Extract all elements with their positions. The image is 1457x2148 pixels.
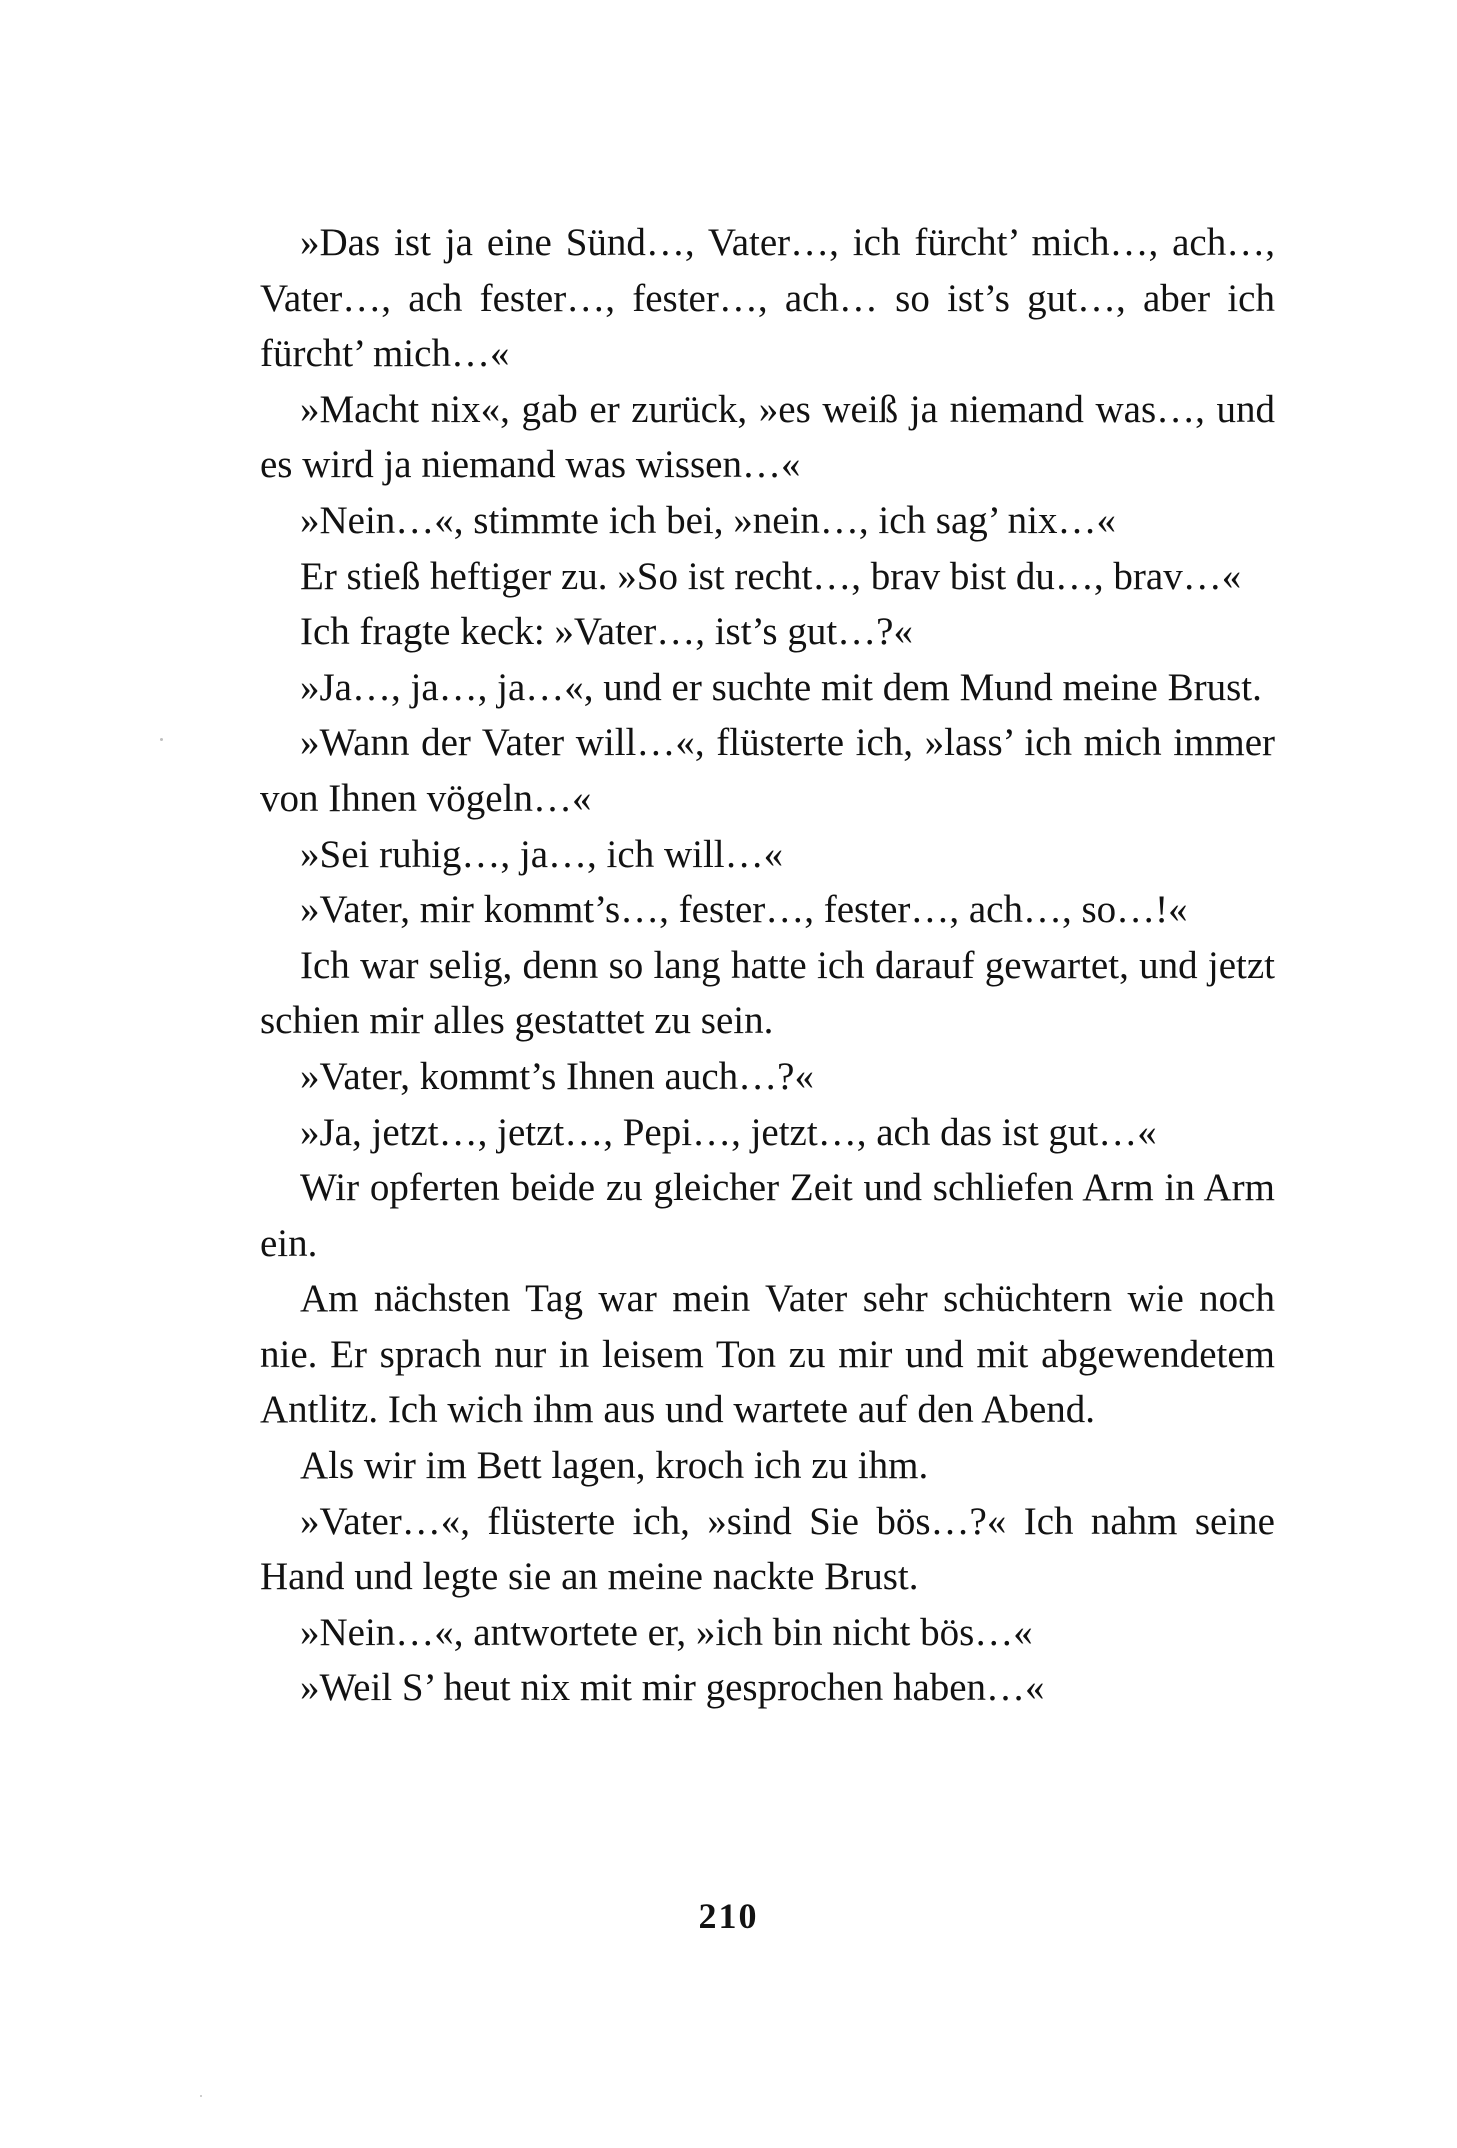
paragraph: »Wann der Vater will…«, flüsterte ich, »lass’ ich mich immer von Ihnen vögeln…« <box>260 721 1275 820</box>
paragraph: »Macht nix«, gab er zurück, »es weiß ja niemand was…, und es wird ja niemand was wissen…« <box>260 387 1275 487</box>
paragraph: »Nein…«, stimmte ich bei, »nein…, ich sag’ nix…« <box>300 498 1116 542</box>
body-text <box>260 215 1275 1716</box>
paragraph: »Das ist ja eine Sünd…, Vater…, ich fürcht’ mich…, ach…, Vater…, ach fester…, fester…, ach… so ist’s gut…, aber ich fürcht’ mich…« <box>260 221 1275 376</box>
scan-speck <box>160 738 163 741</box>
paragraph: Ich war selig, denn so lang hatte ich darauf gewartet, und jetzt schien mir alles gestattet zu sein. <box>260 943 1275 1043</box>
paragraph: »Vater…«, flüsterte ich, »sind Sie bös…?« Ich nahm seine Hand und legte sie an meine nackte Brust. <box>260 1499 1275 1599</box>
paragraph: »Sei ruhig…, ja…, ich will…« <box>300 832 784 876</box>
paragraph: Wir opferten beide zu gleicher Zeit und schliefen Arm in Arm ein. <box>260 1166 1275 1265</box>
paragraph: »Vater, kommt’s Ihnen auch…?« <box>300 1054 814 1098</box>
scan-speck <box>200 2095 202 2097</box>
paragraph: »Vater, mir kommt’s…, fester…, fester…, ach…, so…!« <box>300 888 1188 932</box>
paragraph: Am nächsten Tag war mein Vater sehr schüchtern wie noch nie. Er sprach nur in leisem Ton zu mir und mit abgewendetem Antlitz. Ich wich ihm aus und wartete auf den Abend. <box>260 1277 1275 1432</box>
paragraph: »Ja, jetzt…, jetzt…, Pepi…, jetzt…, ach das ist gut…« <box>300 1110 1157 1154</box>
paragraph: »Nein…«, antwortete er, »ich bin nicht bös…« <box>300 1610 1033 1654</box>
paragraph: »Weil S’ heut nix mit mir gesprochen haben…« <box>300 1666 1045 1710</box>
paragraph: Ich fragte keck: »Vater…, ist’s gut…?« <box>300 610 913 654</box>
paragraph: »Ja…, ja…, ja…«, und er suchte mit dem Mund meine Brust. <box>300 665 1262 709</box>
paragraph: Er stieß heftiger zu. »So ist recht…, brav bist du…, brav…« <box>300 554 1242 598</box>
paragraph: Als wir im Bett lagen, kroch ich zu ihm. <box>300 1444 929 1488</box>
page-number: 210 <box>698 1896 759 1936</box>
